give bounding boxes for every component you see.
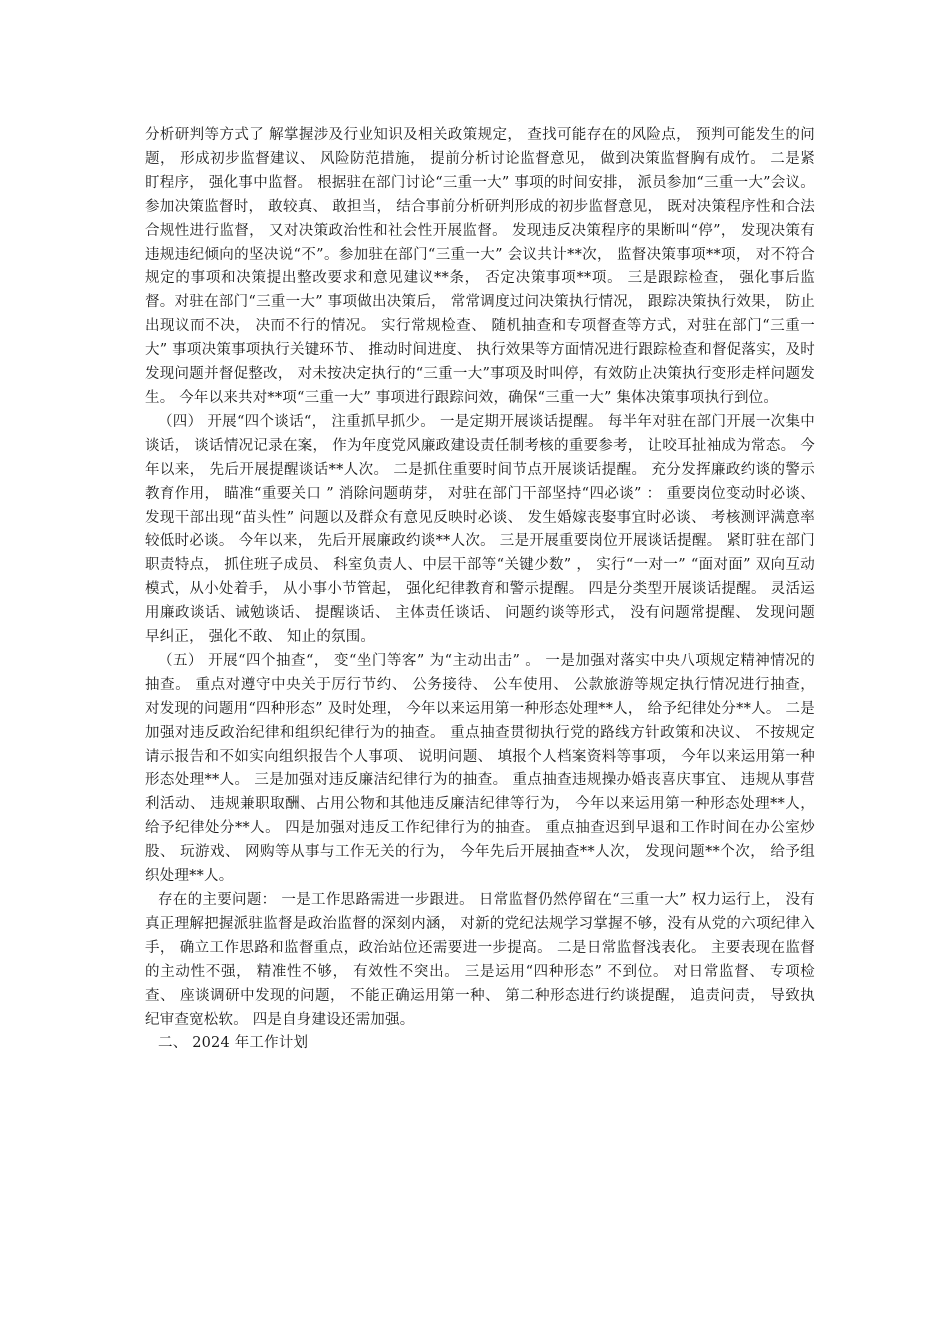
paragraph-decision-supervision: 分析研判等方式了 解掌握涉及行业知识及相关政策规定， 查找可能存在的风险点， 预判可能发生的问题， 形成初步监督建议、 风险防范措施， 提前分析讨论监督意见， 做到决策监督胸有成竹。 二是紧盯程序， 强化事中监督。 根据驻在部门讨论“三重一大” 事项的时间安排， 派员参加“三重一大”会议。 参加决策监督时， 敢较真、 敢担当， 结合事前分析研判形成的初步监督意见， 既对决策程序性和合法合规性进行监督， 又对决策政治性和社会性开展监督。 发现违反决策程序的果断叫“停”， 发现决策有违规违纪倾向的坚决说“不”。参加驻在部门“三重一大” 会议共计**次， 监督决策事项**项， 对不符合规定的事项和决策提出整改要求和意见建议**条， 否定决策事项**项。 三是跟踪检查， 强化事后监督。对驻在部门“三重一大” 事项做出决策后， 常常调度过问决策执行情况， 跟踪决策执行效果， 防止出现议而不决， 决而不行的情况。 实行常规检查、 随机抽查和专项督查等方式，对驻在部门“三重一大” 事项决策事项执行关键环节、 推动时间进度、 执行效果等方面情况进行跟踪检查和督促落实，及时发现问题并督促整改， 对未按决定执行的“三重一大”事项及时叫停，有效防止决策执行变形走样问题发生。 今年以来共对**项“三重一大” 事项进行跟踪问效，确保“三重一大” 集体决策事项执行到位。	[145, 127, 815, 406]
section-heading-work-plan: 二、 2024 年工作计划	[158, 1035, 309, 1052]
paragraph-four-talks: （四） 开展“四个谈话“， 注重抓早抓少。 一是定期开展谈话提醒。 每半年对驻在部门开展一次集中谈话， 谈话情况记录在案， 作为年度党风廉政建设责任制考核的重要参考， 让咬耳扯袖成为常态。 今年以来， 先后开展提醒谈话**人次。 二是抓住重要时间节点开展谈话提醒。 充分发挥廉政约谈的警示教育作用， 瞄准“重要关口 ” 消除问题萌芽， 对驻在部门干部坚持“四必谈” ： 重要岗位变动时必谈、 发现干部出现“苗头性” 问题以及群众有意见反映时必谈、 发生婚嫁丧娶事宜时必谈、 考核测评满意率较低时必谈。 今年以来， 先后开展廉政约谈**人次。 三是开展重要岗位开展谈话提醒。 紧盯驻在部门职责特点， 抓住班子成员、 科室负责人、中层干部等“关键少数” ， 实行“一对一” “面对面” 双向互动模式，从小处着手， 从小事小节管起， 强化纪律教育和警示提醒。 四是分类型开展谈话提醒。 灵活运用廉政谈话、诫勉谈话、 提醒谈话、 主体责任谈话、 问题约谈等形式， 没有问题常提醒、 发现问题早纠正， 强化不敢、 知止的氛围。	[145, 413, 815, 646]
paragraph-four-inspections: （五） 开展“四个抽查“， 变“坐门等客” 为“主动出击” 。 一是加强对落实中央八项规定精神情况的抽查。 重点对遵守中央关于厉行节约、 公务接待、 公车使用、 公款旅游等规定执行情况进行抽查， 对发现的问题用“四种形态” 及时处理， 今年以来运用第一种形态处理**人， 给予纪律处分**人。 二是加强对违反政治纪律和组织纪律行为的抽查。 重点抽查贯彻执行党的路线方针政策和决议、 不按规定请示报告和不如实向组织报告个人事项、 说明问题、 填报个人档案资料等事项， 今年以来运用第一种形态处理**人。 三是加强对违反廉洁纪律行为的抽查。 重点抽查违规操办婚丧喜庆事宜、 违规从事营利活动、 违规兼职取酬、占用公物和其他违反廉洁纪律等行为， 今年以来运用第一种形态处理**人， 给予纪律处分**人。 四是加强对违反工作纪律行为的抽查。 重点抽查迟到早退和工作时间在办公室炒股、 玩游戏、 网购等从事与工作无关的行为， 今年先后开展抽查**人次， 发现问题**个次， 给予组织处理**人。	[145, 652, 815, 885]
paragraph-main-problems: 存在的主要问题： 一是工作思路需进一步跟进。 日常监督仍然停留在“三重一大” 权力运行上， 没有真正理解把握派驻监督是政治监督的深刻内涵， 对新的党纪法规学习掌握不够，没有从党的六项纪律入手， 确立工作思路和监督重点，政治站位还需要进一步提高。 二是日常监督浅表化。 主要表现在监督的主动性不强， 精准性不够， 有效性不突出。 三是运用“四种形态” 不到位。 对日常监督、 专项检查、 座谈调研中发现的问题， 不能正确运用第一种、 第二种形态进行约谈提醒， 追责问责， 导致执纪审查宽松软。 四是自身建设还需加强。	[145, 892, 815, 1028]
document-body	[145, 124, 815, 1056]
